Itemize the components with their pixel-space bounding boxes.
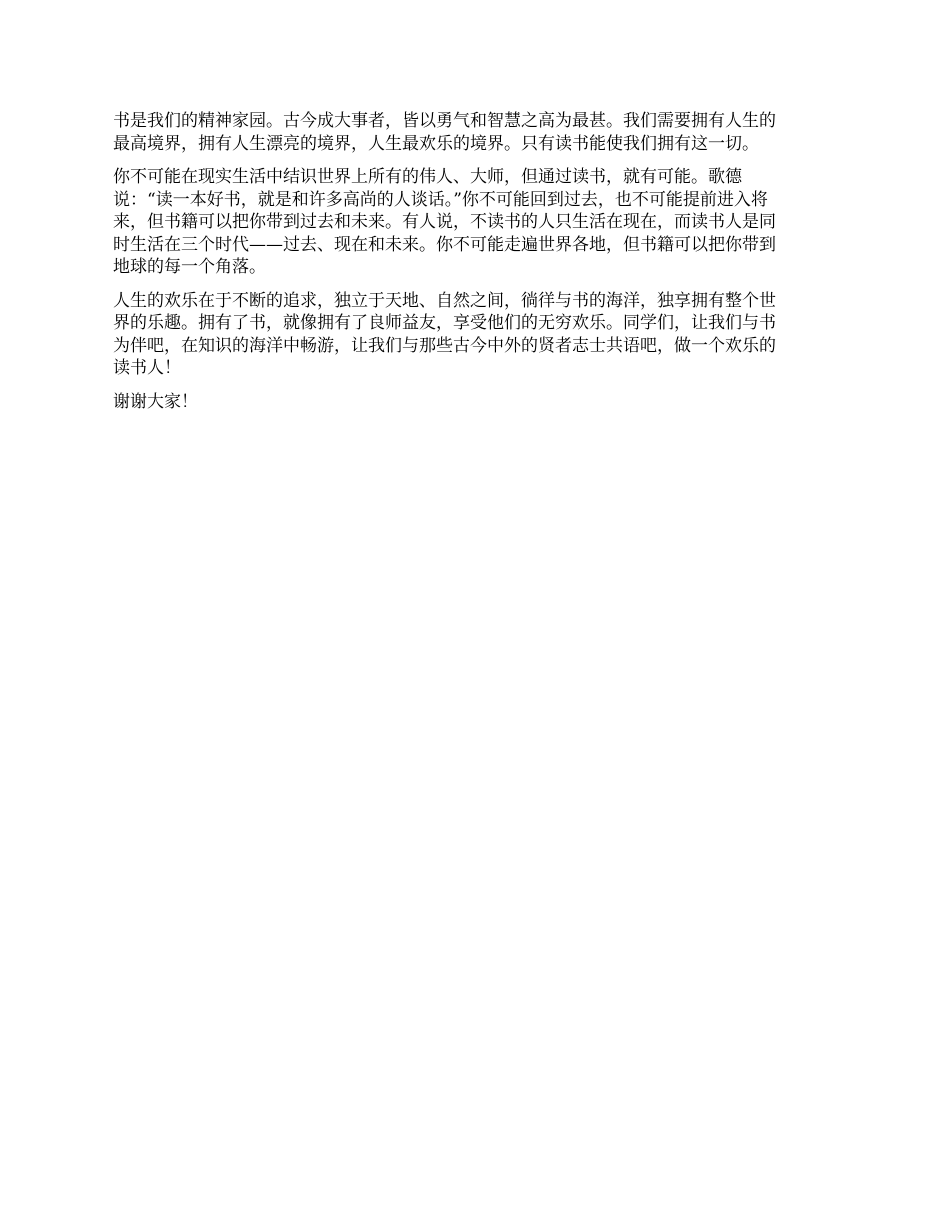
- text-line: 地球的每一个角落。: [113, 257, 266, 277]
- paragraph-4-closing: [113, 391, 841, 414]
- paragraph-2: [113, 166, 841, 279]
- text-line: 为伴吧，在知识的海洋中畅游，让我们与那些古今中外的贤者志士共语吧，做一个欢乐的: [113, 335, 776, 356]
- document-body: [113, 110, 841, 424]
- text-line: 你不可能在现实生活中结识世界上所有的伟人、大师，但通过读书，就有可能。歌德: [113, 167, 742, 187]
- paragraph-1: [113, 110, 841, 155]
- paragraph-3: [113, 290, 841, 380]
- text-line: 人生的欢乐在于不断的追求，独立于天地、自然之间，徜徉与书的海洋，独享拥有整个世: [113, 290, 776, 311]
- text-line: 界的乐趣。拥有了书，就像拥有了良师益友，享受他们的无穷欢乐。同学们，让我们与书: [113, 313, 776, 333]
- text-line: 书是我们的精神家园。古今成大事者，皆以勇气和智慧之高为最甚。我们需要拥有人生的: [113, 111, 776, 131]
- text-line: 谢谢大家！: [113, 391, 198, 412]
- text-line: 读书人！: [113, 358, 181, 378]
- text-line: 时生活在三个时代——过去、现在和未来。你不可能走遍世界各地，但书籍可以把你带到: [113, 234, 776, 255]
- text-line: 最高境界，拥有人生漂亮的境界，人生最欢乐的境界。只有读书能使我们拥有这一切。: [113, 133, 759, 154]
- text-line: 来，但书籍可以把你带到过去和未来。有人说，不读书的人只生活在现在，而读书人是同: [113, 212, 776, 232]
- text-line: 说：“读一本好书，就是和许多高尚的人谈话。”你不可能回到过去，也不可能提前进入将: [113, 189, 768, 210]
